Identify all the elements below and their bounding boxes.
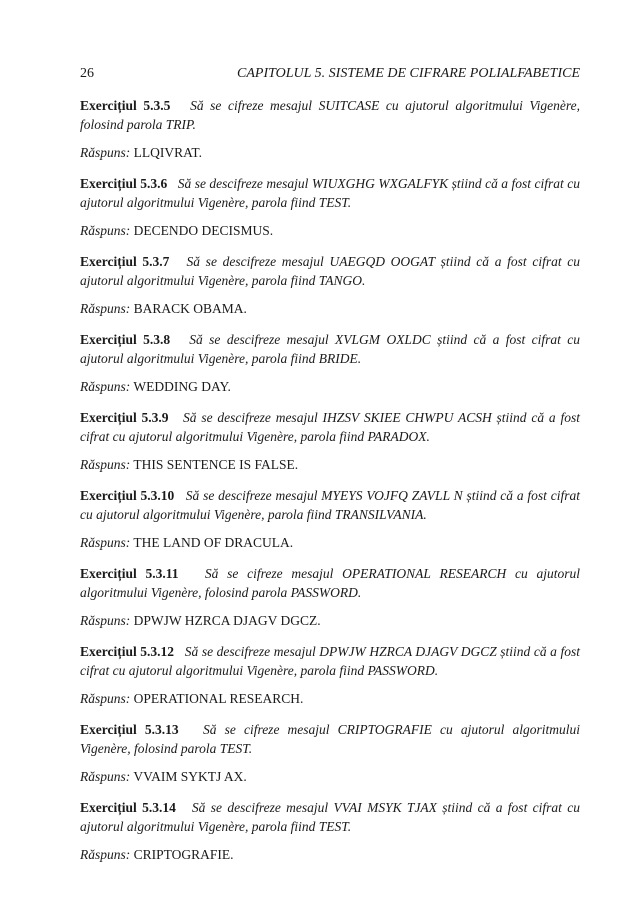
exercise-text: Să se descifreze mesajul IHZSV SKIEE CHWPU ACSH știind că a fost cifrat cu ajutorul algoritmului Vigenère, parola fiind PARADOX. — [80, 410, 580, 444]
answer-5-3-8 — [80, 377, 580, 396]
exercise-5-3-10 — [80, 486, 580, 524]
answer-text: CRIPTOGRAFIE. — [133, 847, 234, 862]
exercise-text: Să se descifreze mesajul MYEYS VOJFQ ZAVLL N știind că a fost cifrat cu ajutorul algoritmului Vigenère, parola fiind TRANSILVANIA. — [80, 488, 580, 522]
exercise-5-3-8 — [80, 330, 580, 368]
running-title: CAPITOLUL 5. SISTEME DE CIFRARE POLIALFABETICE — [237, 66, 580, 81]
answer-label: Răspuns: — [80, 535, 131, 550]
exercise-text: Să se cifreze mesajul SUITCASE cu ajutorul algoritmului Vigenère, folosind parola TRIP. — [80, 98, 580, 132]
answer-label: Răspuns: — [80, 691, 131, 706]
exercise-label: Exercițiul 5.3.13 — [80, 722, 179, 737]
answer-5-3-9 — [80, 455, 580, 474]
answer-5-3-13 — [80, 767, 580, 786]
exercise-text: Să se cifreze mesajul OPERATIONAL RESEARCH cu ajutorul algoritmului Vigenère, folosind parola PASSWORD. — [80, 566, 580, 600]
answer-label: Răspuns: — [80, 613, 131, 628]
exercise-label: Exercițiul 5.3.10 — [80, 488, 175, 503]
exercise-text: Să se descifreze mesajul UAEGQD OOGAT știind că a fost cifrat cu ajutorul algoritmului Vigenère, parola fiind TANGO. — [80, 254, 581, 288]
exercise-5-3-7 — [80, 252, 580, 290]
answer-text: DECENDO DECISMUS. — [133, 223, 274, 238]
exercise-label: Exercițiul 5.3.6 — [80, 176, 168, 191]
answer-label: Răspuns: — [80, 847, 131, 862]
exercise-text: Să se descifreze mesajul WIUXGHG WXGALFYK știind că a fost cifrat cu ajutorul algoritmului Vigenère, parola fiind TEST. — [80, 176, 581, 210]
exercise-label: Exercițiul 5.3.5 — [80, 98, 171, 113]
answer-text: VVAIM SYKTJ AX. — [133, 769, 247, 784]
exercise-label: Exercițiul 5.3.7 — [80, 254, 170, 269]
answer-text: OPERATIONAL RESEARCH. — [133, 691, 304, 706]
answer-label: Răspuns: — [80, 145, 131, 160]
answer-5-3-14 — [80, 845, 580, 864]
answer-label: Răspuns: — [80, 769, 131, 784]
exercise-text: Să se descifreze mesajul XVLGM OXLDC știind că a fost cifrat cu ajutorul algoritmului Vigenère, parola fiind BRIDE. — [80, 332, 581, 366]
exercise-text: Să se descifreze mesajul DPWJW HZRCA DJAGV DGCZ știind că a fost cifrat cu ajutorul algoritmului Vigenère, parola fiind PASSWORD. — [80, 644, 581, 678]
answer-5-3-5 — [80, 143, 580, 162]
answer-label: Răspuns: — [80, 379, 131, 394]
answer-text: LLQIVRAT. — [133, 145, 202, 160]
answer-5-3-11 — [80, 611, 580, 630]
exercise-5-3-14 — [80, 798, 580, 836]
exercise-5-3-6 — [80, 174, 580, 212]
exercise-5-3-11 — [80, 564, 580, 602]
exercise-5-3-13 — [80, 720, 580, 758]
exercise-label: Exercițiul 5.3.9 — [80, 410, 169, 425]
answer-5-3-12 — [80, 689, 580, 708]
exercise-label: Exercițiul 5.3.14 — [80, 800, 176, 815]
answer-text: BARACK OBAMA. — [133, 301, 247, 316]
answer-label: Răspuns: — [80, 457, 131, 472]
page-header — [80, 66, 580, 84]
exercise-label: Exercițiul 5.3.8 — [80, 332, 171, 347]
answer-text: THIS SENTENCE IS FALSE. — [133, 457, 299, 472]
exercise-text: Să se descifreze mesajul VVAI MSYK TJAX știind că a fost cifrat cu ajutorul algoritmului Vigenère, parola fiind TEST. — [80, 800, 580, 834]
answer-text: WEDDING DAY. — [133, 379, 231, 394]
answer-5-3-7 — [80, 299, 580, 318]
exercise-5-3-9 — [80, 408, 580, 446]
page-number: 26 — [80, 66, 94, 81]
answer-text: THE LAND OF DRACULA. — [133, 535, 294, 550]
answer-5-3-10 — [80, 533, 580, 552]
exercise-label: Exercițiul 5.3.11 — [80, 566, 179, 581]
exercise-label: Exercițiul 5.3.12 — [80, 644, 175, 659]
exercise-text: Să se cifreze mesajul CRIPTOGRAFIE cu ajutorul algoritmului Vigenère, folosind parola TEST. — [80, 722, 581, 756]
exercise-list — [80, 96, 580, 876]
answer-text: DPWJW HZRCA DJAGV DGCZ. — [133, 613, 321, 628]
answer-label: Răspuns: — [80, 223, 131, 238]
answer-label: Răspuns: — [80, 301, 131, 316]
exercise-5-3-5 — [80, 96, 580, 134]
exercise-5-3-12 — [80, 642, 580, 680]
answer-5-3-6 — [80, 221, 580, 240]
